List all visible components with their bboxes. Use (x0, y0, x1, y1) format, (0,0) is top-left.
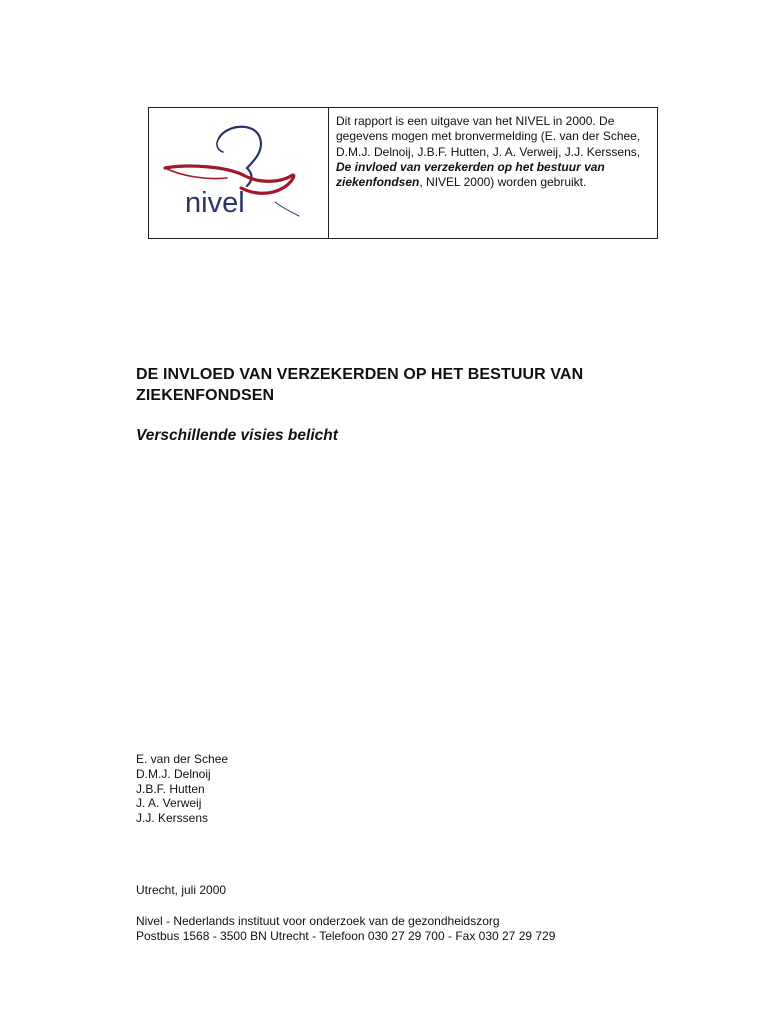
author-name: E. van der Schee (136, 752, 229, 766)
author-name: J.B.F. Hutten (136, 781, 205, 796)
header-box (148, 107, 658, 239)
notice-title-reference: De invloed van verzekerden op het bestuur van ziekenfondsen (336, 159, 605, 190)
nivel-logo-graphic (157, 116, 317, 226)
author-name: D.M.J. Delnoij (136, 766, 211, 781)
place-date: Utrecht, juli 2000 (136, 883, 227, 897)
notice-text-1: Dit rapport is een uitgave van het NIVEL in 2000. De gegevens mogen met bronvermelding (E. van der Schee, D.M.J. Delnoij, J.B.F. Hutten, J. A. Verweij, J.J. Kerssens, (336, 114, 641, 159)
report-subtitle: Verschillende visies belicht (136, 427, 338, 444)
copyright-notice (329, 108, 657, 238)
nivel-logo (149, 108, 329, 238)
report-title: DE INVLOED VAN VERZEKERDEN OP HET BESTUUR VAN ZIEKENFONDSEN (136, 366, 584, 404)
institute-info (136, 914, 555, 944)
author-list (136, 752, 228, 826)
notice-text-2: , NIVEL 2000) worden gebruikt. (419, 175, 587, 190)
author-name: J.J. Kerssens (136, 811, 209, 826)
institute-address: Postbus 1568 - 3500 BN Utrecht - Telefoon 030 27 29 700 - Fax 030 27 29 729 (136, 929, 556, 943)
author-name: J. A. Verweij (136, 796, 202, 811)
institute-name: Nivel - Nederlands instituut voor onderzoek van de gezondheidszorg (136, 914, 500, 928)
logo-wordmark: nivel (185, 187, 245, 219)
